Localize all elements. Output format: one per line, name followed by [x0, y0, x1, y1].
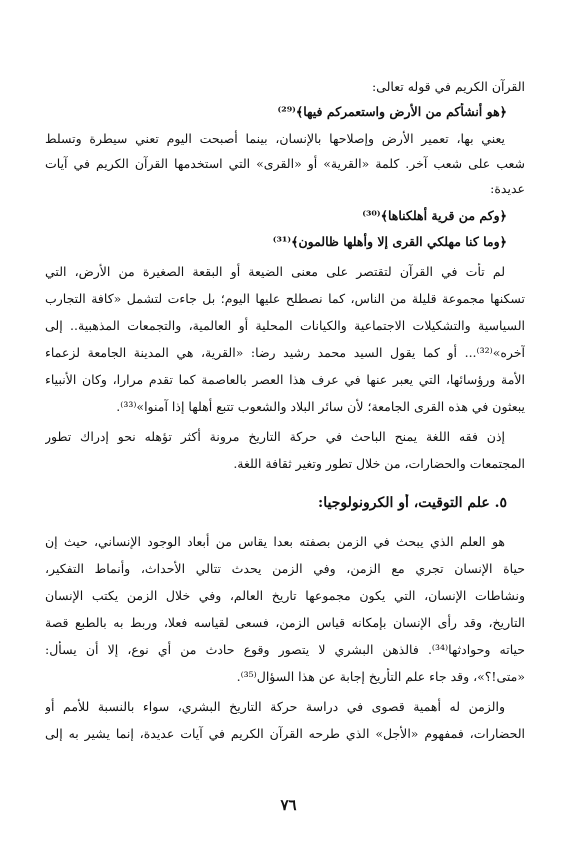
text-line: آخره»⁽³²⁾... أو كما يقول السيد محمد رشيد رضا: «القرية، هي المدينة الجامعة لزعماء	[45, 345, 525, 360]
text-line: «متى!؟»، وقد جاء علم التأريخ إجابة عن هذا السؤال⁽³⁵⁾.	[236, 669, 525, 684]
text-line: الحضارات، فمفهوم «الأجل» الذي طرحه القرآن الكريم في آيات عديدة، إنما يشير به إلى	[45, 726, 525, 741]
text-line: ونشاطات الإنسان، التي يكون مجموعها تاريخ العالم، وفي خلال الزمن يكتب الإنسان	[45, 588, 525, 603]
text-line: شعب على شعب آخر. كلمة «القرية» أو «القرى» التي استخدمها القرآن الكريم في آيات	[45, 156, 525, 171]
text-line: السياسية والتشكيلات الاجتماعية والكيانات المحلية أو العالمية، والتجمعات المذهبية.. إلى	[45, 318, 525, 333]
quran-verse: ﴿هو أنشأكم من الأرض واستعمركم فيها﴾⁽²⁹⁾	[277, 104, 507, 119]
text-line: يبعثون في هذه القرى الجامعة؛ لأن سائر البلاد والشعوب تتبع أهلها إذا آمنوا»⁽³³⁾.	[116, 399, 525, 414]
text-line: الأمة ورؤسائها، التي يعبر عنها في عرف هذا العصر بالعاصمة كما تقدم مرارا، وكان الأنبياء	[45, 372, 525, 387]
text-line: هو العلم الذي يبحث في الزمن بصفته بعدا يقاس من أبعاد الوجود الإنساني، حيث إن	[45, 534, 505, 549]
quran-verse: ﴿وما كنا مهلكي القرى إلا وأهلها ظالمون﴾⁽³¹⁾	[272, 234, 507, 249]
text-line: القرآن الكريم في قوله تعالى:	[371, 79, 525, 94]
text-line: عديدة:	[490, 181, 525, 196]
text-line: إذن فقه اللغة يمنح الباحث في حركة التاريخ مرونة أكثر تؤهله نحو إدراك تطور	[45, 429, 505, 444]
text-line: لم تأت في القرآن لتقتصر على معنى الضيعة أو البقعة الصغيرة من الأرض، التي	[45, 264, 505, 279]
text-line: التاريخ، وقد رأى الإنسان بإمكانه قياس الزمن، فسعى لقياسه فعلا، وربط به بالطبع قصة	[45, 615, 525, 630]
text-line: تسكنها مجموعة قليلة من الناس، كما نصطلح عليها اليوم؛ بل جاءت لتشمل «كافة التجارب	[45, 291, 525, 306]
section-heading: ٥. علم التوقيت، أو الكرونولوجيا:	[318, 495, 507, 511]
text-line: المجتمعات والحضارات، من خلال تطور وتغير ثقافة اللغة.	[233, 456, 525, 471]
text-line: حياة الإنسان تجري مع الزمن، وفي الزمن يحدث تتالي الأحداث، وأنماط التفكير،	[45, 561, 525, 576]
text-line: يعني بها، تعمير الأرض وإصلاحها بالإنسان، بينما أصبحت اليوم تعني سيطرة وتسلط	[45, 131, 505, 146]
quran-verse: ﴿وكم من قرية أهلكناها﴾⁽³⁰⁾	[362, 208, 507, 223]
text-line: والزمن له أهمية قصوى في دراسة حركة التاريخ البشري، سواء بالنسبة للأمم أو	[45, 699, 505, 714]
page-number: ٧٦	[280, 796, 297, 814]
text-line: حياته وحوادثها⁽³⁴⁾. فالذهن البشري لا يتصور وقوع حادث من أي نوع، إلا أن يسأل:	[45, 642, 525, 657]
